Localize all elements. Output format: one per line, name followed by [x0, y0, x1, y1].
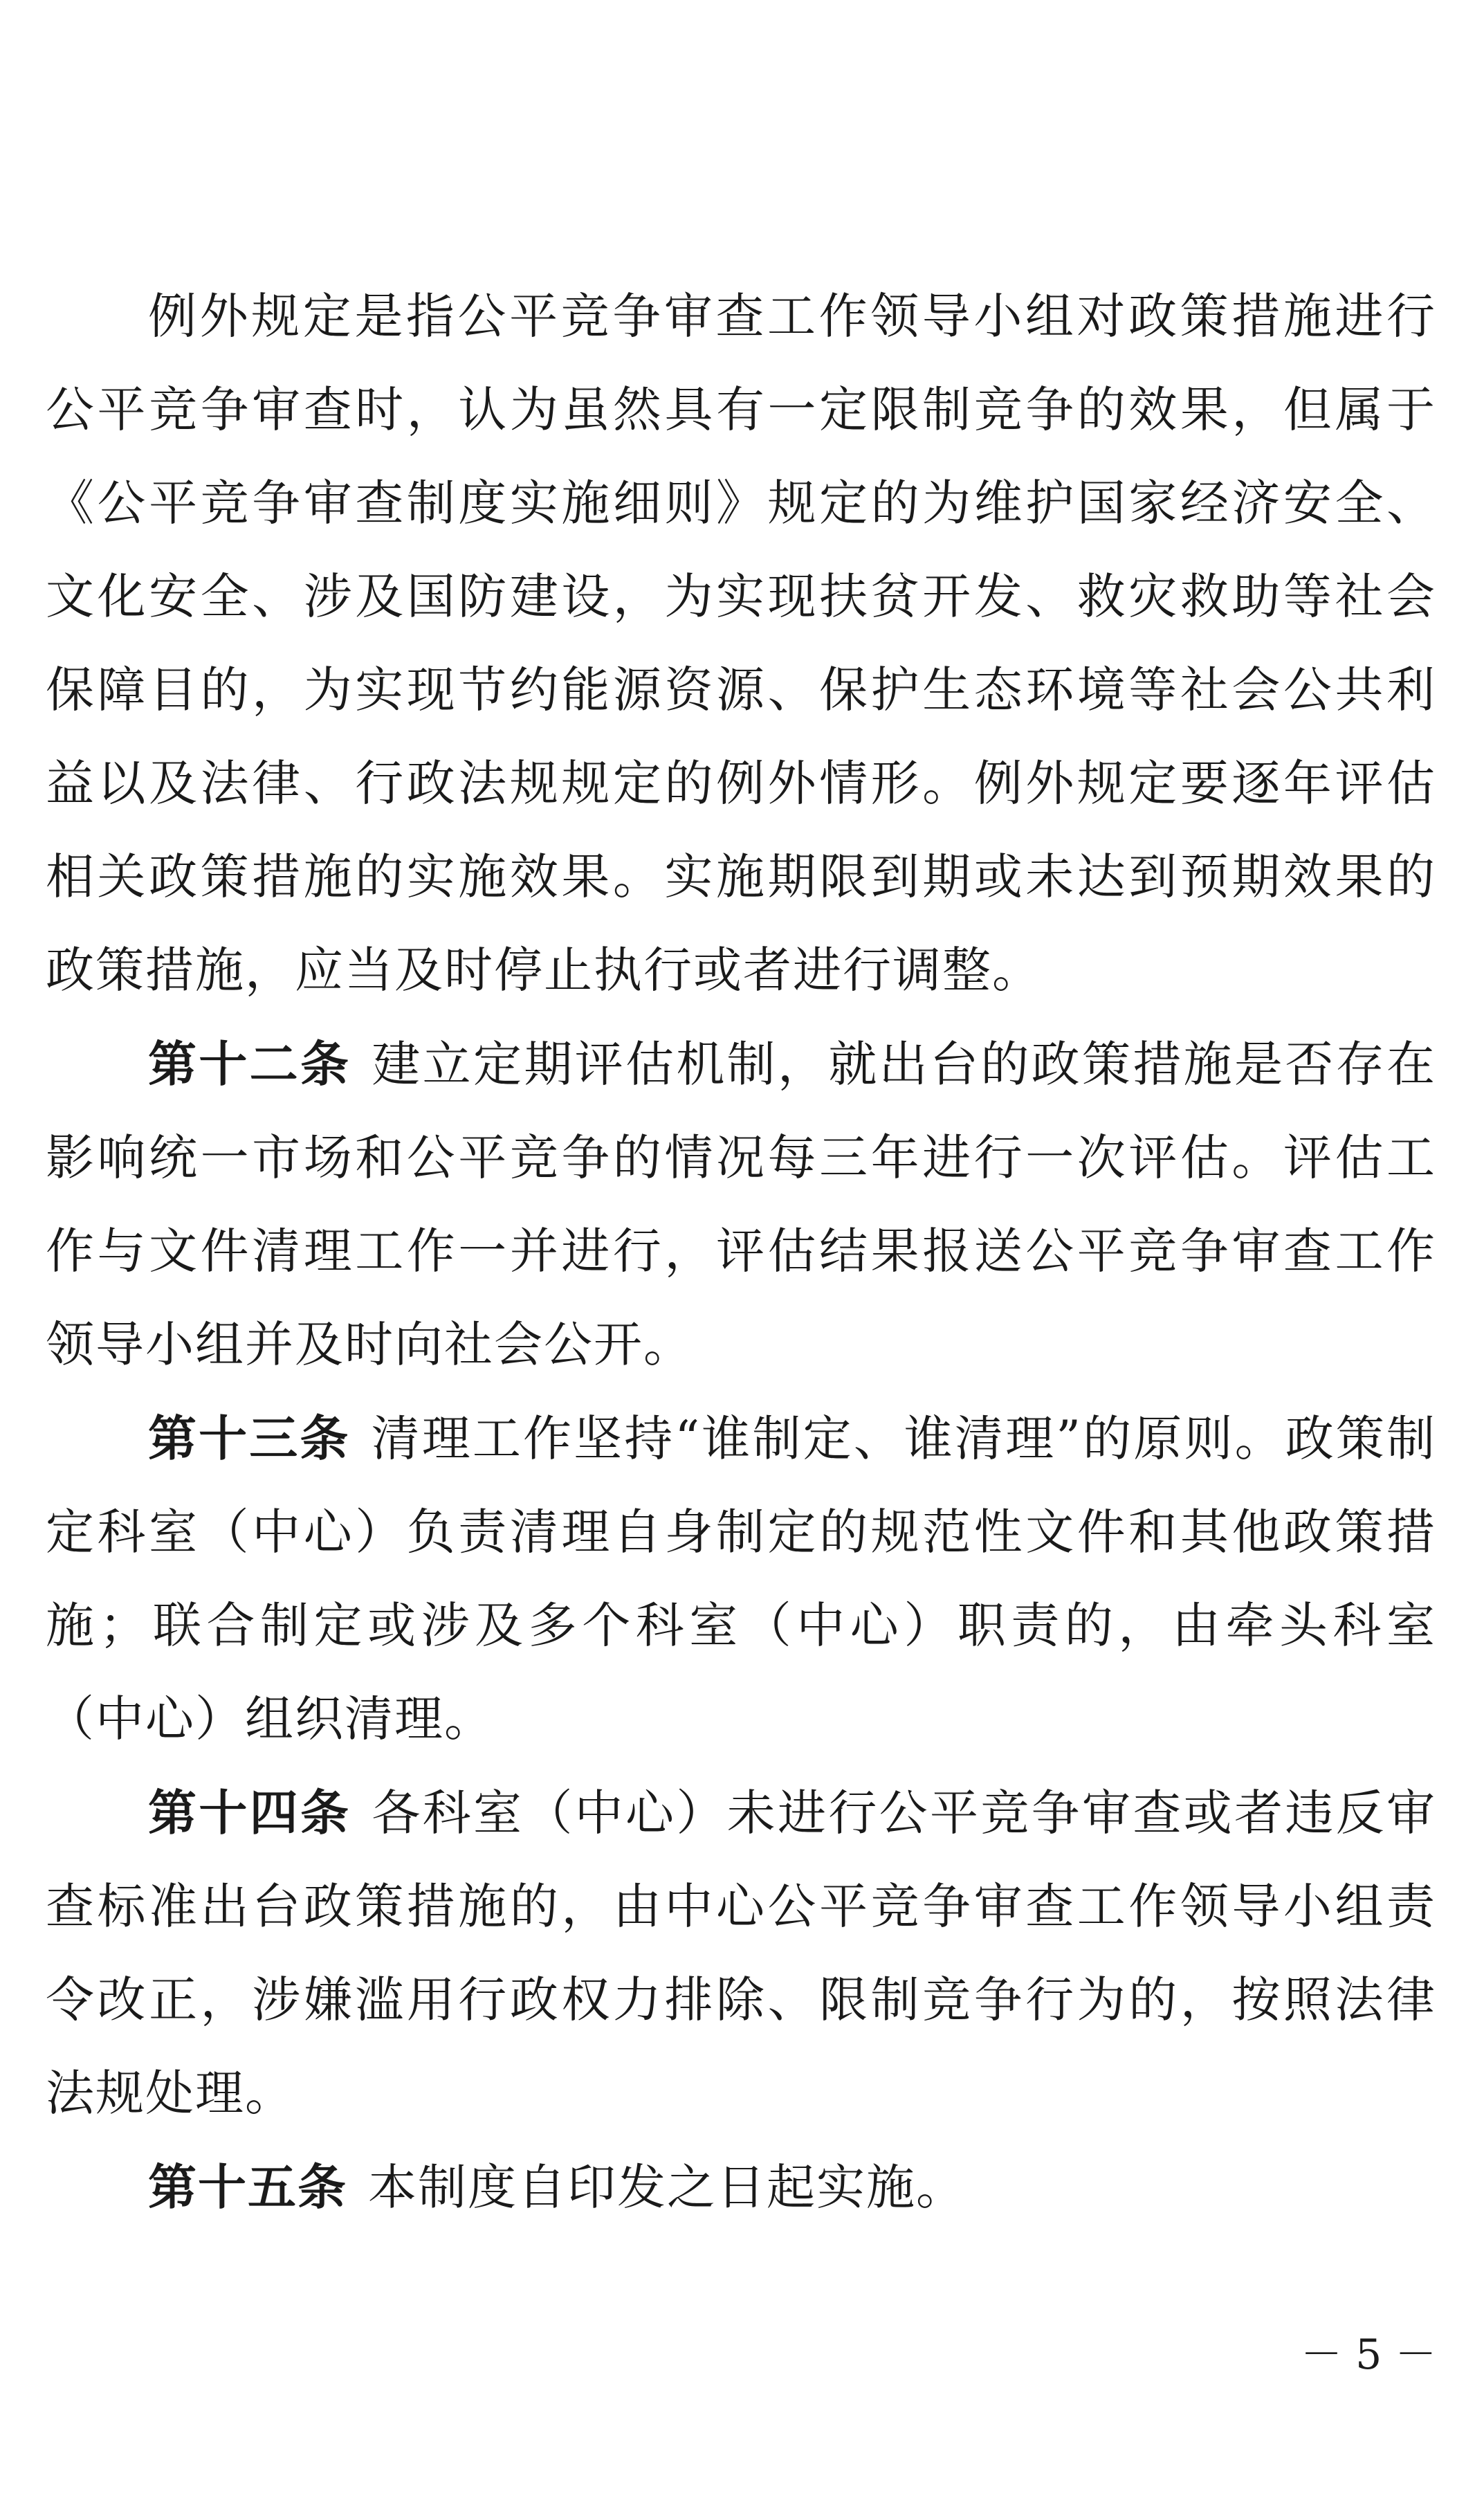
article-text: 各科室（中心）未进行公平竞争审查或者违反审查标准出台政策措施的，由中心公平竞争审查工作领导小组责令改正，涉嫌滥用行政权力排除、限制竞争行为的，按照法律法规处理。 — [46, 1785, 1437, 2122]
document-body — [46, 270, 1436, 2234]
article-text: 本制度自印发之日起实施。 — [368, 2159, 966, 2216]
page-number: － 5 － — [1301, 2331, 1437, 2379]
article-label: 第十三条 — [148, 1410, 351, 1467]
article-label: 第十四条 — [148, 1784, 351, 1841]
paragraph-text: 例外规定是指公平竞争审查工作领导小组对政策措施进行公平竞争审查时，认为虽然具有一定限制竞争的效果，但属于《公平竞争审查制度实施细则》规定的为维护国家经济安全、文化安全、涉及国防建设，为实现扶贫开发、救灾救助等社会保障目的，为实现节约能源资源、保护生态环境等社会公共利益以及法律、行政法规规定的例外情形。例外规定要逐年评估相关政策措施的实施效果。实施期限到期或未达到预期效果的政策措施，应当及时停止执行或者进行调整。 — [46, 288, 1436, 999]
article-text: 清理工作坚持“谁制定、谁清理”的原则。政策制定科室（中心）负责清理自身制定的规范性文件和其他政策措施；联合制定或涉及多个科室（中心）职责的，由牵头科室（中心）组织清理。 — [46, 1410, 1437, 1747]
article-label: 第十五条 — [148, 2158, 347, 2216]
article-12 — [46, 1017, 1436, 1392]
article-15 — [46, 2140, 1436, 2234]
paragraph-exception-rules — [46, 270, 1436, 1017]
article-13 — [46, 1392, 1436, 1766]
article-text: 建立定期评估机制，就出台的政策措施是否存在影响统一市场和公平竞争的情况每三年进行一次评估。评估工作与文件清理工作一并进行，评估结果报送公平竞争审查工作领导小组并及时向社会公开。 — [46, 1036, 1437, 1373]
article-14 — [46, 1766, 1436, 2140]
article-label: 第十二条 — [148, 1035, 351, 1093]
